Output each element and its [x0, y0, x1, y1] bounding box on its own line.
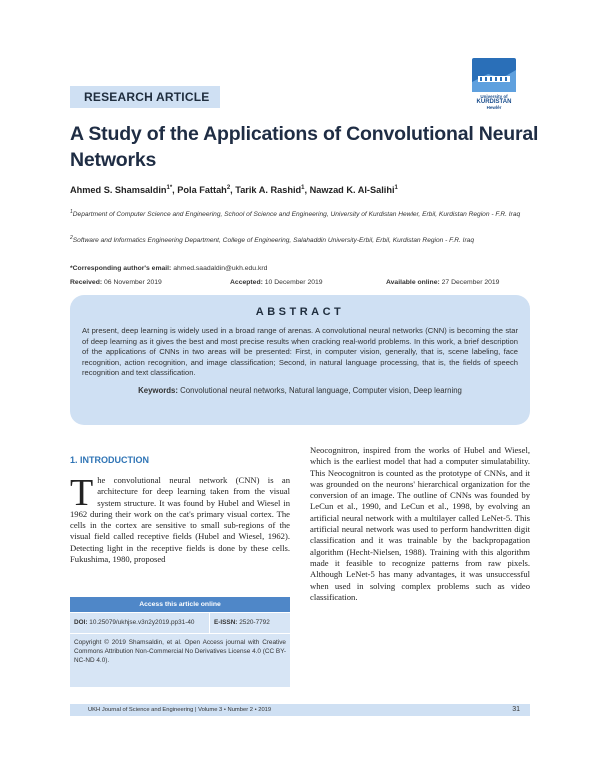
keywords [82, 386, 518, 395]
author-name: Pola Fattah [177, 185, 227, 196]
intro-paragraph-right: Neocognitron, inspired from the works of Hubel and Wiesel, which is the earliest model that had a computer simulatability. This Neocognitron is counted as the prototype of CNNs, and it was grounded on the neurons' hierarchical organization for the conversion of an image. The outline of CNNs was founded by LeCun et al., 1990, and LeCun et al., 1998, by evolving an artificial neural network with a multilayer called LeNet-5. This artificial neural network was used to perform handwritten digit classification and it was trainable by the backpropagation algorithm (Hecht-Nielsen, 1988). Training with this algorithm made it feasible to recognize patterns from raw pixels. Although LeNet-5 has many advantages, it was unsuccessful when used in solving complex problems such as video classification. [310, 445, 530, 602]
author-affiliation-mark: 1* [166, 185, 173, 191]
intro-paragraph-left: he convolutional neural network (CNN) is an architecture for deep learning taken from the visual system structure. It was found by Hubel and Wiesel in 1962 during their work on the cat's primary visual cortex. The cells in the cortex are sensitive to small sub-regions of the visual field called receptive fields (Hubel and Wiesel, 1962). Detecting light in the receptive fields is done by these cells. Fukushima, 1980, proposed [70, 475, 290, 565]
accepted-date: Accepted: 10 December 2019 [230, 279, 323, 286]
journal-info: UKH Journal of Science and Engineering | Volume 3 • Number 2 • 2019 [88, 707, 272, 713]
corresponding-label: *Corresponding author's email: [70, 265, 172, 272]
author-affiliation-mark: 1 [301, 185, 305, 191]
author-name: Tarik A. Rashid [235, 185, 302, 196]
author-name: Nawzad K. Al-Salihi [309, 185, 395, 196]
section-heading-introduction: 1. INTRODUCTION [70, 455, 150, 465]
drop-cap: T [70, 472, 94, 514]
body-column-right [310, 445, 530, 603]
affiliation-2 [70, 234, 530, 245]
logo-line-1: University of [480, 94, 508, 99]
affiliation-mark: 1 [70, 209, 73, 215]
body-column-left [70, 472, 290, 565]
abstract-heading: ABSTRACT [255, 306, 345, 318]
corresponding-email[interactable]: ahmed.saadaldin@ukh.edu.krd [173, 265, 268, 272]
logo-line-3: Hewlêr [486, 105, 502, 110]
affiliation-1 [70, 208, 530, 219]
affiliation-text: Department of Computer Science and Engineering, School of Science and Engineering, University of Kurdistan Hewler, Erbil, Kurdistan Region - F.R. Iraq [72, 211, 521, 219]
affiliation-text: Software and Informatics Engineering Department, College of Engineering, Salahaddin University-Erbil, Erbil, Kurdistan Region - F.R. Iraq [72, 237, 474, 245]
author-list: Ahmed S. Shamsaldin$^{1*}$, Pola Fattah$^2$, Tarik A. Rashid$^1$, Nawzad K. Al-Salihi$^1$ [70, 185, 398, 196]
affiliation-mark: 2 [70, 235, 73, 241]
logo-line-2: KURDISTAN [476, 98, 512, 105]
issn: E-ISSN: 2520-7792 [214, 619, 270, 626]
article-type-badge: RESEARCH ARTICLE [70, 86, 220, 108]
abstract-text: At present, deep learning is widely used in a broad range of arenas. A convolutional neural networks (CNN) is becoming the star of deep learning as it gives the best and most precise results when cracking real-world problems. In this work, a brief description of the applications of CNNs in two areas will be presented: First, in computer vision, generally, that is, scene labeling, face recognition, action recognition, and image classification; Second, in natural language processing, that is, the fields of speech recognition and text classification. [82, 326, 518, 378]
abstract-panel [70, 295, 530, 425]
copyright-notice: Copyright © 2019 Shamsaldin, et al. Open Access journal with Creative Commons Attribution Non-Commercial No Derivatives License 4.0 (CC BY-NC-ND 4.0). [70, 634, 290, 687]
access-ids-row [70, 613, 290, 633]
university-logo-text [462, 94, 526, 111]
article-title: A Study of the Applications of Convolutional Neural Networks [70, 123, 539, 171]
author-affiliation-mark: 2 [226, 185, 231, 191]
corresponding-author [70, 265, 267, 272]
access-info-box [70, 597, 290, 687]
page-number: 31 [512, 706, 520, 713]
access-heading: Access this article online [70, 597, 290, 612]
received-date: Received: 06 November 2019 [70, 279, 162, 286]
online-date: Available online: 27 December 2019 [386, 279, 500, 286]
doi[interactable]: DOI: 10.25079/ukhjse.v3n2y2019.pp31-40 [70, 613, 210, 633]
keywords-label: Keywords: [138, 385, 178, 395]
author-affiliation-mark: 1 [394, 185, 398, 191]
page-footer [70, 704, 530, 716]
keywords-list: Convolutional neural networks, Natural language, Computer vision, Deep learning [180, 385, 462, 395]
author-name: Ahmed S. Shamsaldin [70, 185, 167, 196]
